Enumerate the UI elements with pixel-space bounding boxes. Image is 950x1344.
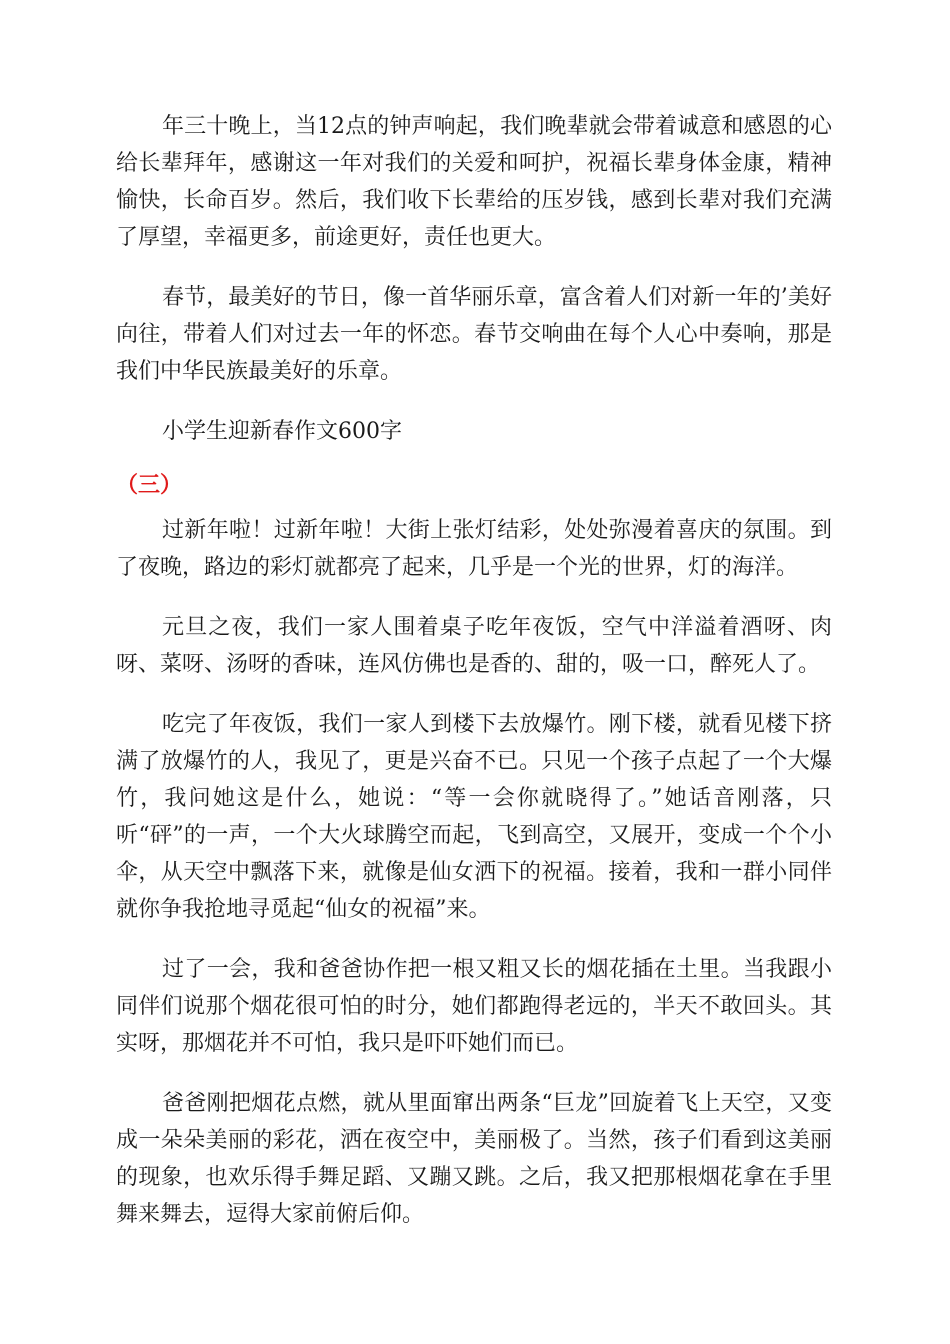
paragraph-new-years-eve: 年三十晚上，当12点的钟声响起，我们晚辈就会带着诚意和感恩的心给长辈拜年，感谢这一年对我们的关爱和呵护，祝福长辈身体金康，精神愉快，长命百岁。然后，我们收下长辈给的压岁钱，感到长辈对我们充满了厚望，幸福更多，前途更好，责任也更大。: [116, 114, 832, 250]
paragraph-fireworks-lighting: 爸爸刚把烟花点燃，就从里面窜出两条“巨龙”回旋着飞上天空，又变成一朵朵美丽的彩花，洒在夜空中，美丽极了。当然，孩子们看到这美丽的现象，也欢乐得手舞足蹈、又蹦又跳。之后，我又把那根烟花拿在手里舞来舞去，逗得大家前俯后仰。: [116, 1091, 832, 1227]
section-heading: （三）: [116, 472, 183, 498]
document-body: [116, 108, 832, 1256]
paragraph-firecrackers: 吃完了年夜饭，我们一家人到楼下去放爆竹。刚下楼，就看见楼下挤满了放爆竹的人，我见了，更是兴奋不已。只见一个孩子点起了一个大爆竹，我问她这是什么，她说：“等一会你就晓得了。”她话音刚落，只听“砰”的一声，一个大火球腾空而起，飞到高空，又展开，变成一个个小伞，从天空中飘落下来，就像是仙女洒下的祝福。接着，我和一群小同伴就你争我抢地寻觅起“仙女的祝福”来。: [116, 712, 832, 922]
paragraph-fireworks-planting: 过了一会，我和爸爸协作把一根又粗又长的烟花插在土里。当我跟小同伴们说那个烟花很可怕的时分，她们都跑得老远的，半天不敢回头。其实呀，那烟花并不可怕，我只是吓吓她们而已。: [116, 957, 832, 1056]
essay-title: 小学生迎新春作文600字: [162, 419, 402, 444]
paragraph-lanterns: 过新年啦！过新年啦！大街上张灯结彩，处处弥漫着喜庆的氛围。到了夜晚，路边的彩灯就都亮了起来，几乎是一个光的世界，灯的海洋。: [116, 518, 832, 580]
paragraph-dinner: 元旦之夜，我们一家人围着桌子吃年夜饭，空气中洋溢着酒呀、肉呀、菜呀、汤呀的香味，连风仿佛也是香的、甜的，吸一口，醉死人了。: [116, 615, 832, 677]
paragraph-spring-festival: 春节，最美好的节日，像一首华丽乐章，富含着人们对新一年的’美好向往，带着人们对过去一年的怀恋。春节交响曲在每个人心中奏响，那是我们中华民族最美好的乐章。: [116, 285, 832, 384]
